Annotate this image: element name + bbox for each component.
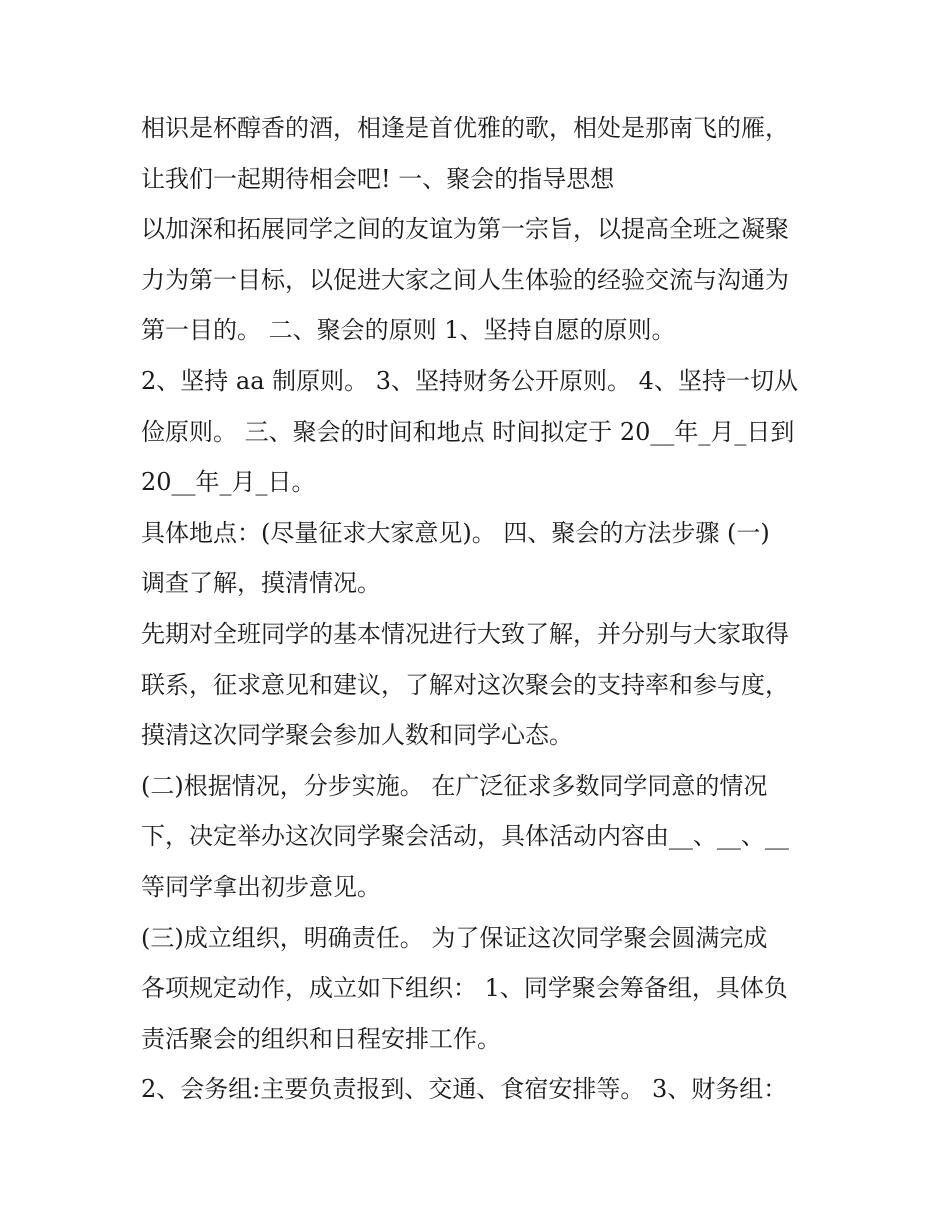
text-line: 具体地点：(尽量征求大家意见)。 四、聚会的方法步骤 (一) <box>141 518 770 547</box>
text-line: (三)成立组织，明确责任。 为了保证这次同学聚会圆满完成 <box>141 923 768 952</box>
text-line: 让我们一起期待相会吧! 一、聚会的指导思想 <box>141 164 615 193</box>
text-line: 等同学拿出初步意见。 <box>141 872 381 901</box>
text-line: 2、坚持 aa 制原则。 3、坚持财务公开原则。 4、坚持一切从 <box>141 366 798 395</box>
document-body <box>141 103 841 1115</box>
text-line: 20__年_月_日。 <box>141 468 316 497</box>
text-line: 责活聚会的组织和日程安排工作。 <box>141 1024 501 1053</box>
text-line: 第一目的。 二、聚会的原则 1、坚持自愿的原则。 <box>141 316 676 345</box>
text-line: 下，决定举办这次同学聚会活动，具体活动内容由__、__、__ <box>141 822 789 851</box>
text-line: (二)根据情况，分步实施。 在广泛征求多数同学同意的情况 <box>141 771 768 800</box>
text-line: 俭原则。 三、聚会的时间和地点 时间拟定于 20__年_月_日到 <box>141 417 795 446</box>
text-line: 调查了解，摸清情况。 <box>141 569 381 598</box>
text-line: 力为第一目标，以促进大家之间人生体验的经验交流与沟通为 <box>141 265 789 294</box>
text-line: 以加深和拓展同学之间的友谊为第一宗旨，以提高全班之凝聚 <box>141 215 789 244</box>
text-line: 2、会务组:主要负责报到、交通、食宿安排等。 3、财务组： <box>141 1075 788 1104</box>
text-line: 联系，征求意见和建议，了解对这次聚会的支持率和参与度， <box>141 670 789 699</box>
text-line: 相识是杯醇香的酒，相逢是首优雅的歌，相处是那南飞的雁， <box>141 114 789 142</box>
text-line: 摸清这次同学聚会参加人数和同学心态。 <box>141 721 573 750</box>
text-line: 先期对全班同学的基本情况进行大致了解，并分别与大家取得 <box>141 619 789 648</box>
text-line: 各项规定动作，成立如下组织： 1、同学聚会筹备组，具体负 <box>141 974 788 1003</box>
